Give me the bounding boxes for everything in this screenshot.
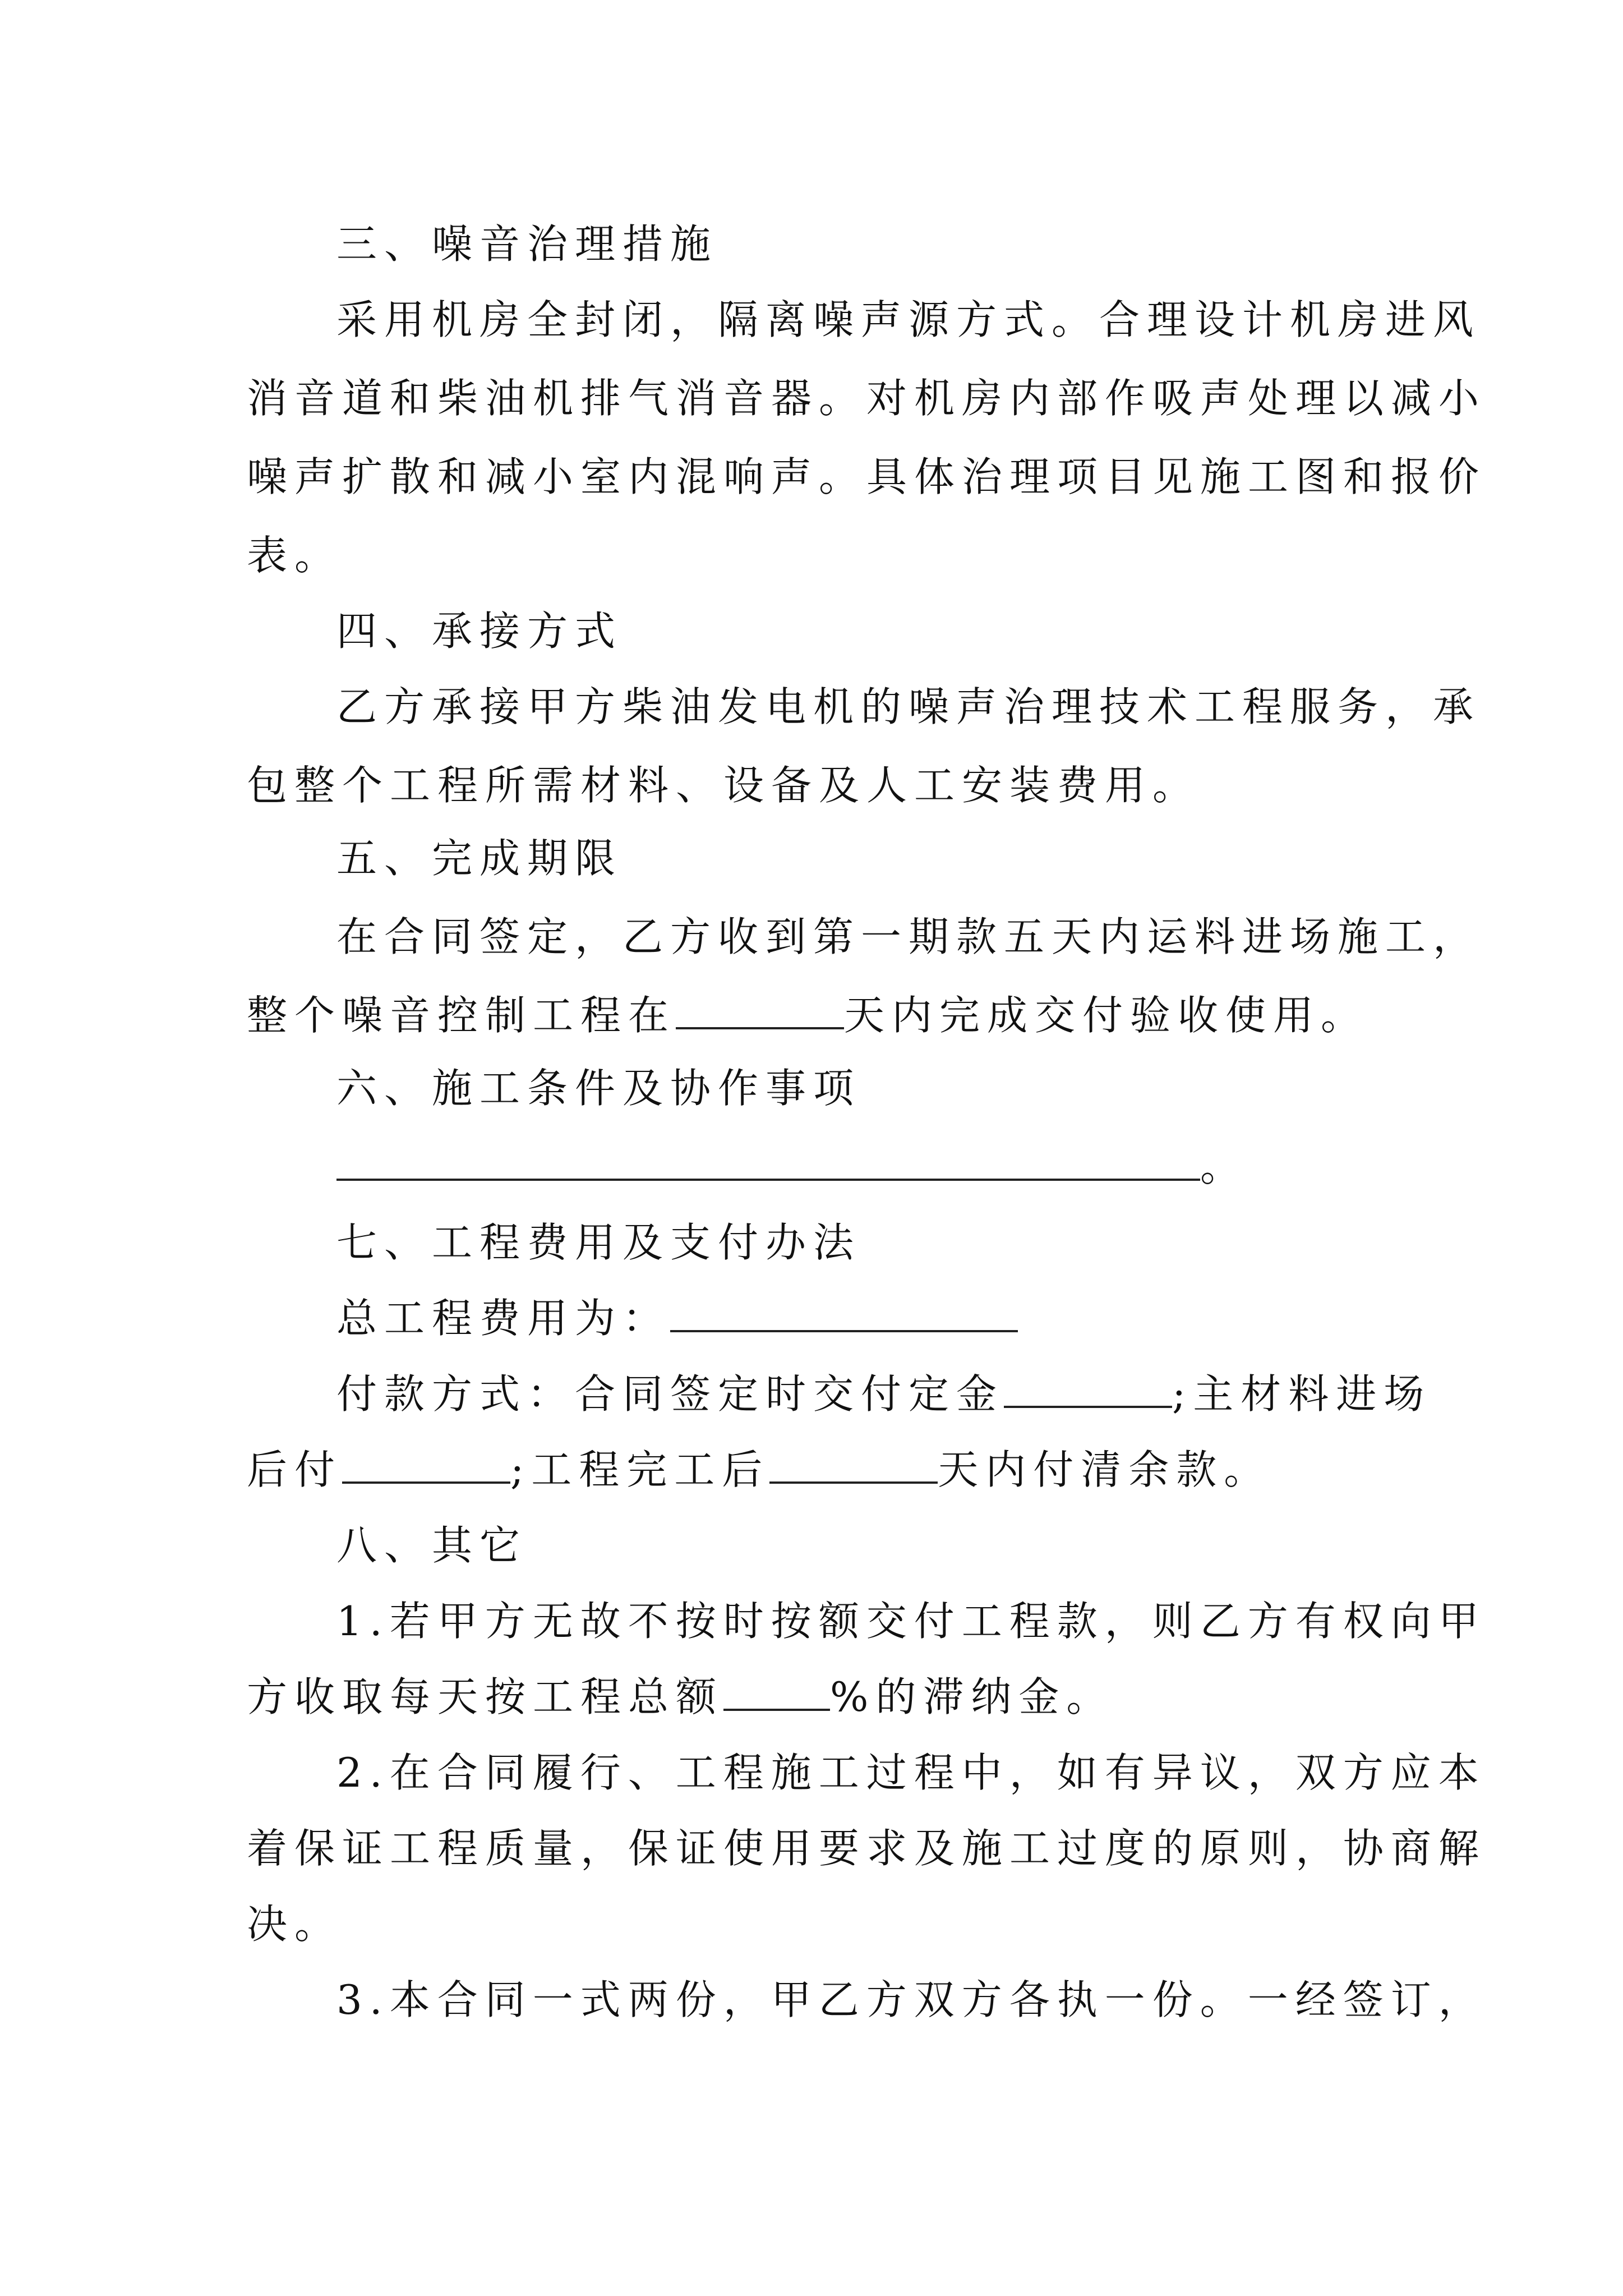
text-fragment: ;主材料进场 [1172,1370,1432,1418]
paragraph-line [247,1669,1391,1725]
final-days-blank [769,1446,938,1484]
text-fragment: ;工程完工后 [510,1446,770,1493]
section-7-heading: 七、工程费用及支付办法 [336,1219,861,1266]
section-5-heading: 五、完成期限 [336,835,623,882]
text-fragment: 方收取每天按工程总额 [247,1673,724,1720]
paragraph-line [247,1442,1391,1498]
text-fragment: 整个噪音控制工程在 [247,992,676,1039]
paragraph-line [247,987,1391,1043]
paragraph-line: 3.本合同一式两份，甲乙方双方各执一份。一经签订， [336,1976,1486,2023]
text-fragment: 付款方式：合同签定时交付定金 [336,1370,1004,1418]
paragraph-line [336,1139,1481,1195]
text-fragment: 后付 [247,1446,343,1493]
total-cost-blank [670,1294,1018,1332]
late-fee-percent-blank [723,1673,830,1711]
section-3-heading: 三、噪音治理措施 [336,220,718,268]
paragraph-line: 表。 [247,532,343,579]
paragraph-line: 决。 [247,1901,343,1948]
text-fragment: 总工程费用为： [336,1295,671,1342]
paragraph-line: 消音道和柴油机排气消音器。对机房内部作吸声处理以减小 [247,375,1487,422]
paragraph-line: 噪声扩散和减小室内混响声。具体治理项目见施工图和报价 [247,453,1487,500]
paragraph-line [336,1290,1481,1346]
deposit-blank [1004,1370,1172,1408]
text-fragment: 天内完成交付验收使用。 [844,992,1369,1039]
paragraph-line: 在合同签定，乙方收到第一期款五天内运料进场施工， [336,913,1481,960]
text-fragment: 天内付清余款。 [938,1446,1272,1493]
section-6-heading: 六、施工条件及协作事项 [336,1065,861,1112]
text-fragment: %的滞纳金。 [830,1673,1114,1720]
paragraph-line: 2.在合同履行、工程施工过程中，如有异议，双方应本 [336,1749,1486,1796]
paragraph-line: 乙方承接甲方柴油发电机的噪声治理技术工程服务，承 [336,683,1481,730]
paragraph-line: 着保证工程质量，保证使用要求及施工过度的原则，协商解 [247,1825,1487,1872]
conditions-blank [336,1143,1200,1181]
paragraph-line [336,1366,1481,1422]
text-fragment: 。 [1200,1143,1248,1190]
material-payment-blank [342,1446,510,1484]
section-8-heading: 八、其它 [336,1522,528,1569]
paragraph-line: 采用机房全封闭，隔离噪声源方式。合理设计机房进风 [336,296,1481,343]
section-4-heading: 四、承接方式 [336,608,623,655]
days-blank [676,991,844,1029]
paragraph-line: 包整个工程所需材料、设备及人工安装费用。 [247,762,1201,809]
paragraph-line: 1.若甲方无故不按时按额交付工程款，则乙方有权向甲 [336,1598,1486,1645]
